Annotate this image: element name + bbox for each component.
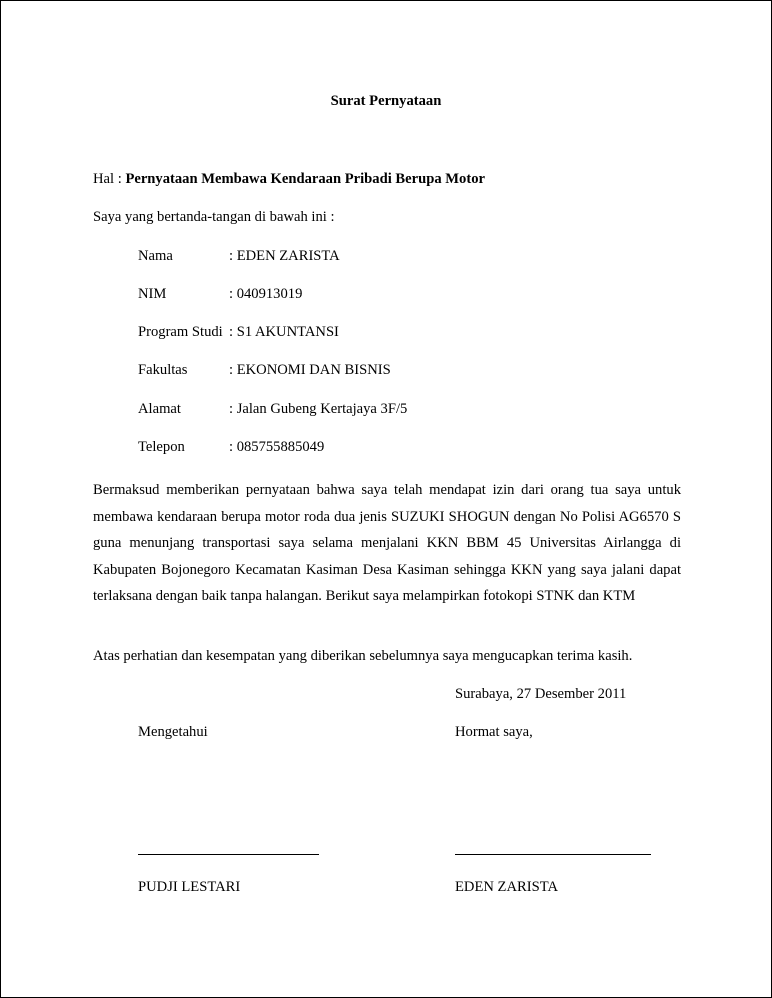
- field-value-telepon: : 085755885049: [229, 439, 325, 455]
- field-value-alamat: : Jalan Gubeng Kertajaya 3F/5: [229, 401, 408, 417]
- left-signature-line: [138, 854, 319, 855]
- field-value-nim: : 040913019: [229, 286, 303, 302]
- field-label-nama: Nama: [138, 248, 173, 264]
- place-date: Surabaya, 27 Desember 2011: [455, 686, 627, 702]
- left-signatory-name: PUDJI LESTARI: [138, 879, 241, 895]
- intro-line: Saya yang bertanda-tangan di bawah ini :: [93, 209, 335, 225]
- body-paragraph: Bermaksud memberikan pernyataan bahwa saya telah mendapat izin dari orang tua saya untuk membawa kendaraan berupa motor roda dua jenis SUZUKI SHOGUN dengan No Polisi AG6570 S guna menunjang transportasi saya selama menjalani KKN BBM 45 Universitas Airlangga di Kabupaten Bojonegoro Kecamatan Kasiman Desa Kasiman sehingga KKN yang saya jalani dapat terlaksana dengan baik tanpa halangan. Berikut saya melampirkan fotokopi STNK dan KTM: [93, 482, 681, 604]
- field-value-program-studi: : S1 AKUNTANSI: [229, 324, 339, 340]
- field-label-nim: NIM: [138, 286, 167, 302]
- left-signatory-heading: Mengetahui: [138, 724, 208, 740]
- field-value-fakultas: : EKONOMI DAN BISNIS: [229, 362, 391, 378]
- subject-line: [93, 171, 485, 189]
- field-value-nama: : EDEN ZARISTA: [229, 248, 340, 264]
- right-signatory-name: EDEN ZARISTA: [455, 879, 559, 895]
- closing-paragraph: Atas perhatian dan kesempatan yang diberikan sebelumnya saya mengucapkan terima kasih.: [93, 648, 633, 664]
- right-signature-line: [455, 854, 651, 855]
- field-label-alamat: Alamat: [138, 401, 181, 417]
- right-signatory-heading: Hormat saya,: [455, 724, 533, 740]
- subject-text: Pernyataan Membawa Kendaraan Pribadi Berupa Motor: [125, 171, 485, 187]
- field-label-program-studi: Program Studi: [138, 324, 223, 340]
- document-title: Surat Pernyataan: [330, 93, 442, 109]
- field-label-fakultas: Fakultas: [138, 362, 188, 378]
- field-label-telepon: Telepon: [138, 439, 185, 455]
- subject-prefix: Hal :: [93, 171, 126, 187]
